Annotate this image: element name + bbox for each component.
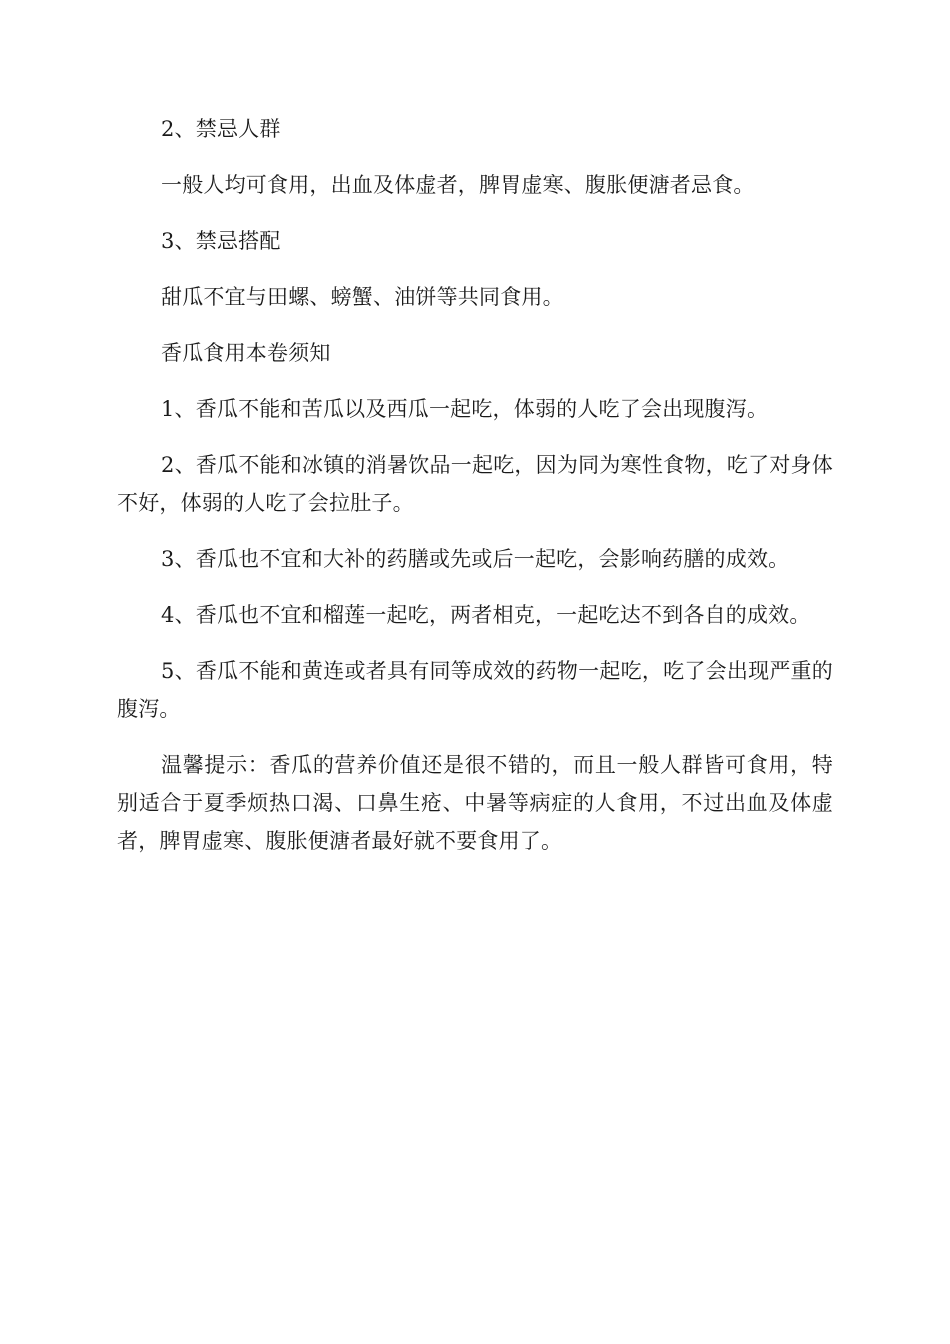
paragraph-contraindicated-combinations: 甜瓜不宜与田螺、螃蟹、油饼等共同食用。 (161, 285, 564, 309)
warm-tip-paragraph: 温馨提示：香瓜的营养价值还是很不错的，而且一般人群皆可食用，特别适合于夏季烦热口渴、口鼻生疮、中暑等病症的人食用，不过出血及体虚者，脾胃虚寒、腹胀便溏者最好就不要食用了。 (117, 753, 833, 853)
section-heading-contraindicated-groups: 2、禁忌人群 (161, 117, 281, 141)
note-item-3: 3、香瓜也不宜和大补的药膳或先或后一起吃，会影响药膳的成效。 (161, 547, 790, 571)
paragraph-contraindicated-groups: 一般人均可食用，出血及体虚者，脾胃虚寒、腹胀便溏者忌食。 (161, 173, 755, 197)
section-heading-contraindicated-combinations: 3、禁忌搭配 (161, 229, 281, 253)
note-item-2: 2、香瓜不能和冰镇的消暑饮品一起吃，因为同为寒性食物，吃了对身体不好，体弱的人吃了会拉肚子。 (117, 453, 833, 515)
note-item-4: 4、香瓜也不宜和榴莲一起吃，两者相克，一起吃达不到各自的成效。 (161, 603, 811, 627)
document-body (117, 110, 833, 878)
note-item-5: 5、香瓜不能和黄连或者具有同等成效的药物一起吃，吃了会出现严重的腹泻。 (117, 659, 833, 721)
note-item-1: 1、香瓜不能和苦瓜以及西瓜一起吃，体弱的人吃了会出现腹泻。 (161, 397, 769, 421)
section-heading-eating-notes: 香瓜食用本卷须知 (161, 341, 331, 365)
